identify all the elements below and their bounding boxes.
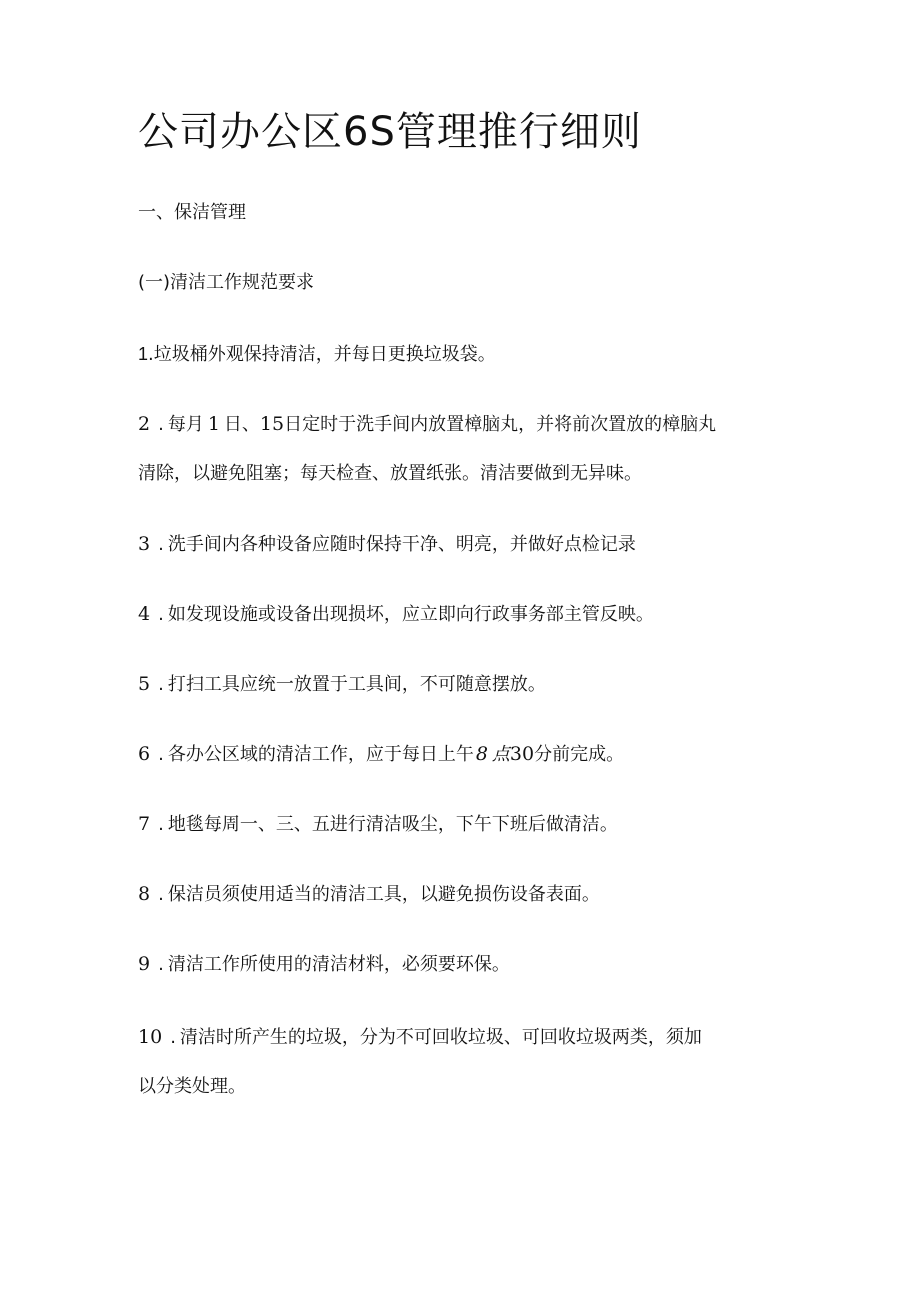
item-text: 地毯每周一、三、五进行清洁吸尘，下午下班后做清洁。 [167, 814, 618, 835]
item-number: 1 [138, 344, 149, 364]
list-item [138, 811, 618, 838]
list-item [138, 411, 716, 438]
list-item [138, 671, 546, 698]
item-number: 4 [138, 603, 151, 625]
item-text: 清洁时所产生的垃圾，分为不可回收垃圾、可回收垃圾两类，须加 [179, 1027, 702, 1048]
item-text: 洗手间内各种设备应随时保持干净、明亮，并做好点检记录 [167, 534, 636, 555]
item-text: 如发现设施或设备出现损坏，应立即向行政事务部主管反映。 [167, 604, 654, 625]
item-text: 清洁工作所使用的清洁材料，必须要环保。 [167, 954, 510, 975]
item-number-inline: 15 [259, 413, 285, 435]
item-separator: . [158, 744, 164, 765]
item-number: 5 [138, 673, 151, 695]
item-number-inline: 30 [509, 743, 535, 765]
item-number: 8 [138, 883, 151, 905]
list-item-continuation: 以分类处理。 [138, 1076, 246, 1097]
item-number: 9 [138, 953, 151, 975]
subsection-heading: (一)清洁工作规范要求 [138, 272, 315, 293]
item-separator: . [158, 604, 164, 625]
list-item [138, 531, 636, 558]
item-separator: . [158, 674, 164, 695]
item-separator: . [158, 884, 164, 905]
item-number: 2 [138, 413, 151, 435]
item-text: 各办公区域的清洁工作，应于每日上午 [167, 744, 474, 765]
item-separator: . [158, 814, 164, 835]
item-text: 日定时于洗手间内放置樟脑丸，并将前次置放的樟脑丸 [284, 414, 717, 435]
item-text: 点 [491, 744, 510, 765]
list-item [138, 1024, 702, 1051]
item-separator: . [158, 534, 164, 555]
list-item-continuation: 清除，以避免阻塞；每天检查、放置纸张。清洁要做到无异味。 [138, 463, 642, 484]
item-text: 打扫工具应统一放置于工具间，不可随意摆放。 [167, 674, 546, 695]
item-number: 3 [138, 533, 151, 555]
item-number-inline: 8 [475, 743, 488, 765]
item-text: 垃圾桶外观保持清洁，并每日更换垃圾袋。 [153, 344, 496, 365]
list-item [138, 601, 654, 628]
item-text: 分前完成。 [534, 744, 625, 765]
item-number: 6 [138, 743, 151, 765]
list-item [138, 741, 624, 768]
item-number: 7 [138, 813, 151, 835]
item-text: 保洁员须使用适当的清洁工具，以避免损伤设备表面。 [167, 884, 600, 905]
item-text: 每月 [167, 414, 204, 435]
list-item [138, 951, 510, 978]
item-separator: . [148, 344, 154, 365]
item-text: 日、 [223, 414, 260, 435]
section-heading: 一、保洁管理 [138, 202, 246, 223]
item-number: 10 [138, 1026, 163, 1048]
item-number-inline: 1 [207, 413, 220, 435]
item-separator: . [158, 414, 164, 435]
document-title: 公司办公区6S管理推行细则 [138, 109, 642, 155]
item-separator: . [170, 1027, 176, 1048]
list-item [138, 881, 600, 908]
item-separator: . [158, 954, 164, 975]
list-item [138, 341, 496, 368]
